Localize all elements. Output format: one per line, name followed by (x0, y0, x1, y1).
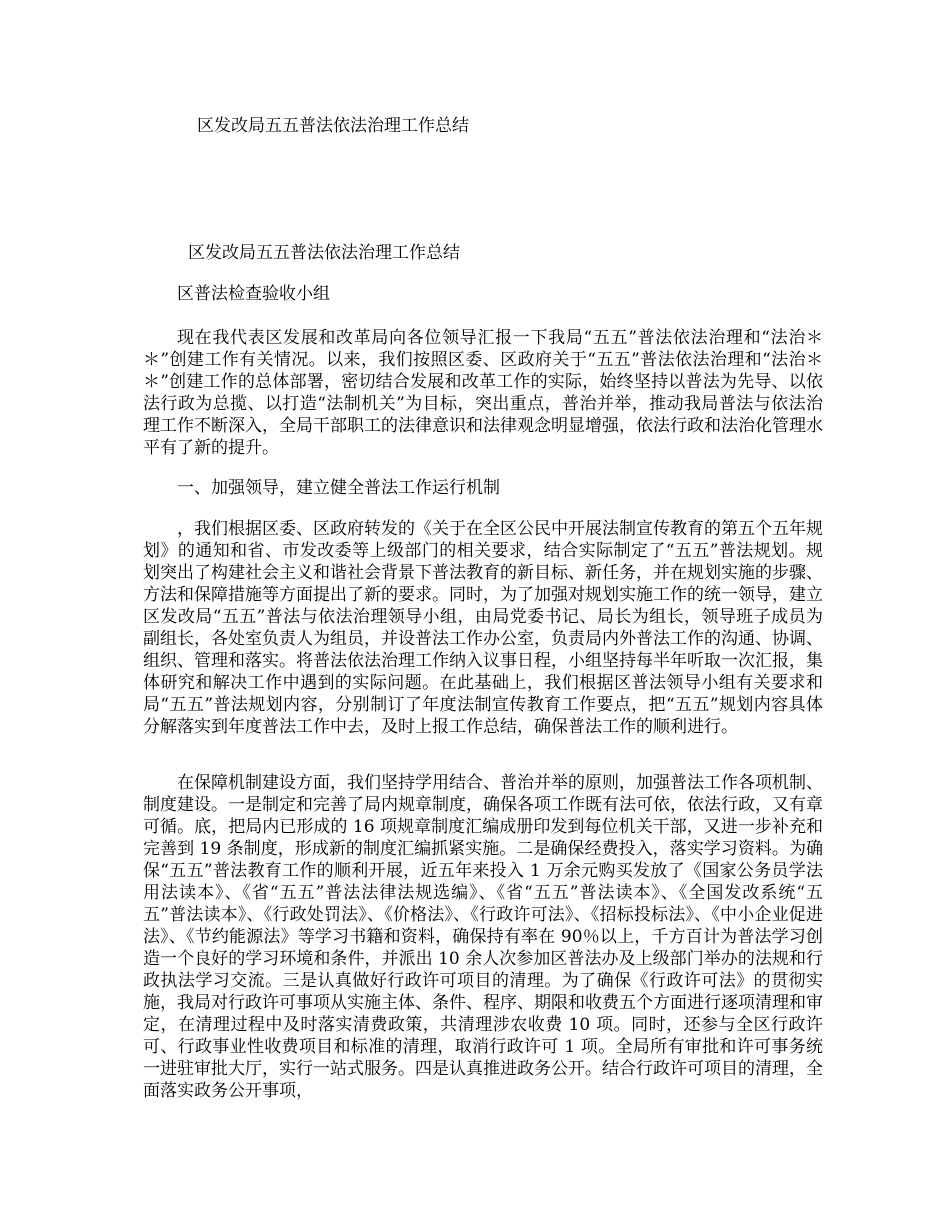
paragraph-mechanism: 在保障机制建设方面，我们坚持学用结合、普治并举的原则，加强普法工作各项机制、制度建设。一是制定和完善了局内规章制度，确保各项工作既有法可依，依法行政，又有章可循。底，把局内已形成的 16 项规章制度汇编成册印发到每位机关干部，又进一步补充和完善到 19 条制度，形成新的制度汇编抓紧实施。二是确保经费投入，落实学习资料。为确保“五五”普法教育工作的顺利开展，近五年来投入 1 万余元购买发放了《国家公务员学法用法读本》、《省“五五”普法法律法规选编》、《省“五五”普法读本》、《全国发改系统“五五”普法读本》、《行政处罚法》、《价格法》、《行政许可法》、《招标投标法》、《中小企业促进法》、《节约能源法》等学习书籍和资料，确保持有率在 90％以上，千方百计为普法学习创造一个良好的学习环境和条件，并派出 10 余人次参加区普法办及上级部门举办的法规和行政执法学习交流。三是认真做好行政许可项目的清理。为了确保《行政许可法》的贯彻实施，我局对行政许可事项从实施主体、条件、程序、期限和收费五个方面进行逐项清理和审定，在清理过程中及时落实清费政策，共清理涉农收费 10 项。同时，还参与全区行政许可、行政事业性收费项目和标准的清理，取消行政许可 1 项。全局所有审批和许可事务统一进驻审批大厅，实行一站式服务。四是认真推进政务公开。结合行政许可项目的清理，全面落实政务公开事项， (143, 773, 823, 1101)
paragraph-intro: 现在我代表区发展和改革局向各位领导汇报一下我局“五五”普法依法治理和“法治＊＊”创建工作有关情况。以来，我们按照区委、区政府关于“五五”普法依法治理和“法治＊＊”创建工作的总体部署，密切结合发展和改革工作的实际，始终坚持以普法为先导、以依法行政为总揽、以打造“法制机关”为目标，突出重点，普治并举，推动我局普法与依法治理工作不断深入，全局干部职工的法律意识和法律观念明显增强，依法行政和法治化管理水平有了新的提升。 (143, 328, 823, 458)
document-author: 区普法检查验收小组 (177, 284, 330, 304)
document-title: 区发改局五五普法依法治理工作总结 (188, 243, 460, 263)
paragraph-leadership: ，我们根据区委、区政府转发的《关于在全区公民中开展法制宣传教育的第五个五年规划》的通知和省、市发改委等上级部门的相关要求，结合实际制定了“五五”普法规划。规划突出了构建社会主义和谐社会背景下普法教育的新目标、新任务，并在规划实施的步骤、方法和保障措施等方面提出了新的要求。同时，为了加强对规划实施工作的统一领导，建立区发改局“五五”普法与依法治理领导小组，由局党委书记、局长为组长，领导班子成员为副组长，各处室负责人为组员，并设普法工作办公室，负责局内外普法工作的沟通、协调、组织、管理和落实。将普法依法治理工作纳入议事日程，小组坚持每半年听取一次汇报，集体研究和解决工作中遇到的实际问题。在此基础上，我们根据区普法领导小组有关要求和局“五五”普法规划内容，分别制订了年度法制宣传教育工作要点，把“五五”规划内容具体分解落实到年度普法工作中去，及时上报工作总结，确保普法工作的顺利进行。 (143, 519, 823, 737)
section-heading: 一、加强领导，建立健全普法工作运行机制 (177, 478, 500, 498)
document-header: 区发改局五五普法依法治理工作总结 (197, 116, 469, 136)
